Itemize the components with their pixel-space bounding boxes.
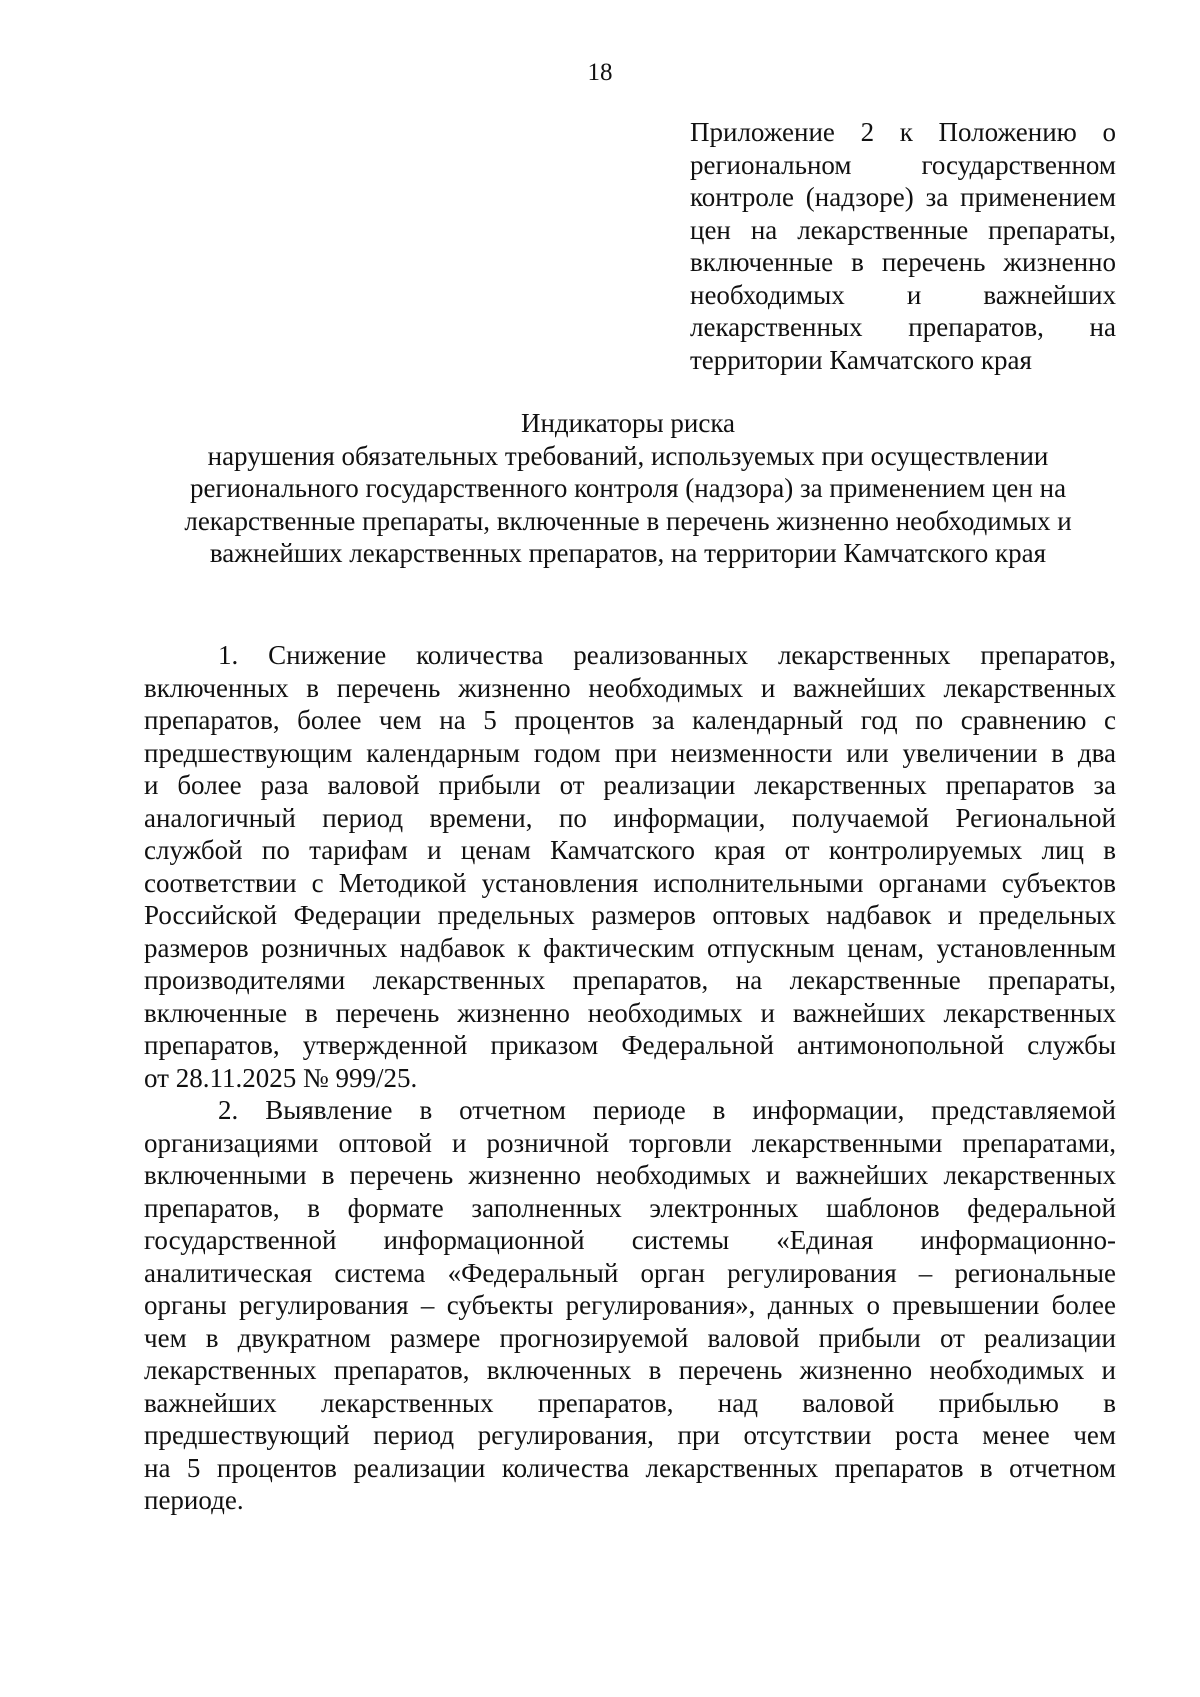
heading-subtitle-line: регионального государственного контроля (надзора) за применением цен на bbox=[189, 473, 1067, 503]
heading-subtitle-line: лекарственные препараты, включенные в перечень жизненно необходимых и bbox=[184, 505, 1072, 536]
paragraph-2 bbox=[144, 1094, 1116, 1517]
annex-line: лекарственных препаратов, на bbox=[690, 312, 1116, 342]
annex-line: контроле (надзоре) за применением bbox=[690, 182, 1116, 212]
body-line: органы регулирования – субъекты регулирования», данных о превышении более bbox=[144, 1290, 1116, 1320]
body-line: соответствии с Методикой установления исполнительными органами субъектов bbox=[144, 867, 1116, 898]
body-line: на 5 процентов реализации количества лекарственных препаратов в отчетном bbox=[144, 1452, 1116, 1483]
heading-subtitle-line: нарушения обязательных требований, используемых при осуществлении bbox=[207, 440, 1049, 471]
body-line: периоде. bbox=[144, 1485, 244, 1515]
body-line: производителями лекарственных препаратов, на лекарственные препараты, bbox=[144, 965, 1116, 995]
document-body bbox=[144, 639, 1116, 1517]
body-line: и более раза валовой прибыли от реализации лекарственных препаратов за bbox=[144, 770, 1116, 800]
annex-line: необходимых и важнейших bbox=[690, 279, 1116, 310]
body-line: предшествующий период регулирования, при отсутствии роста менее чем bbox=[144, 1420, 1116, 1450]
body-line: аналогичный период времени, по информации, получаемой Региональной bbox=[144, 802, 1116, 833]
annex-reference-block bbox=[690, 116, 1116, 376]
page-number: 18 bbox=[587, 59, 613, 86]
body-line: препаратов, в формате заполненных электронных шаблонов федеральной bbox=[144, 1192, 1116, 1223]
body-line: организациями оптовой и розничной торговли лекарственными препаратами, bbox=[144, 1127, 1116, 1158]
annex-line: региональном государственном bbox=[690, 149, 1116, 180]
body-line: препаратов, утвержденной приказом Федеральной антимонопольной службы bbox=[144, 1030, 1116, 1060]
body-line: Российской Федерации предельных размеров оптовых надбавок и предельных bbox=[144, 900, 1116, 930]
body-line: 2. Выявление в отчетном периоде в информации, представляемой bbox=[218, 1095, 1116, 1125]
body-line: лекарственных препаратов, включенных в перечень жизненно необходимых и bbox=[144, 1355, 1116, 1385]
body-line: 1. Снижение количества реализованных лекарственных препаратов, bbox=[218, 640, 1116, 670]
paragraph-1 bbox=[144, 639, 1116, 1094]
body-line: предшествующим календарным годом при неизменности или увеличении в два bbox=[144, 737, 1116, 768]
heading-title: Индикаторы риска bbox=[520, 408, 736, 438]
annex-line: территории Камчатского края bbox=[690, 344, 1032, 375]
body-line: службой по тарифам и ценам Камчатского края от контролируемых лиц в bbox=[144, 835, 1116, 865]
heading-subtitle-line: важнейших лекарственных препаратов, на территории Камчатского края bbox=[209, 538, 1047, 568]
annex-line: включенные в перечень жизненно bbox=[690, 247, 1116, 277]
body-line: важнейших лекарственных препаратов, над валовой прибылью в bbox=[144, 1387, 1116, 1418]
body-line: включенными в перечень жизненно необходимых и важнейших лекарственных bbox=[144, 1160, 1116, 1190]
document-heading bbox=[140, 407, 1116, 570]
body-line: от 28.11.2025 № 999/25. bbox=[144, 1062, 418, 1093]
annex-line: Приложение 2 к Положению о bbox=[690, 117, 1116, 147]
annex-line: цен на лекарственные препараты, bbox=[690, 214, 1116, 245]
body-line: включенные в перечень жизненно необходимых и важнейших лекарственных bbox=[144, 997, 1116, 1028]
body-line: препаратов, более чем на 5 процентов за календарный год по сравнению с bbox=[144, 705, 1116, 735]
body-line: государственной информационной системы «Единая информационно- bbox=[144, 1225, 1116, 1255]
body-line: чем в двукратном размере прогнозируемой валовой прибыли от реализации bbox=[144, 1322, 1116, 1353]
body-line: размеров розничных надбавок к фактическим отпускным ценам, установленным bbox=[144, 932, 1116, 963]
body-line: включенных в перечень жизненно необходимых и важнейших лекарственных bbox=[144, 672, 1116, 703]
body-line: аналитическая система «Федеральный орган регулирования – региональные bbox=[144, 1257, 1116, 1288]
